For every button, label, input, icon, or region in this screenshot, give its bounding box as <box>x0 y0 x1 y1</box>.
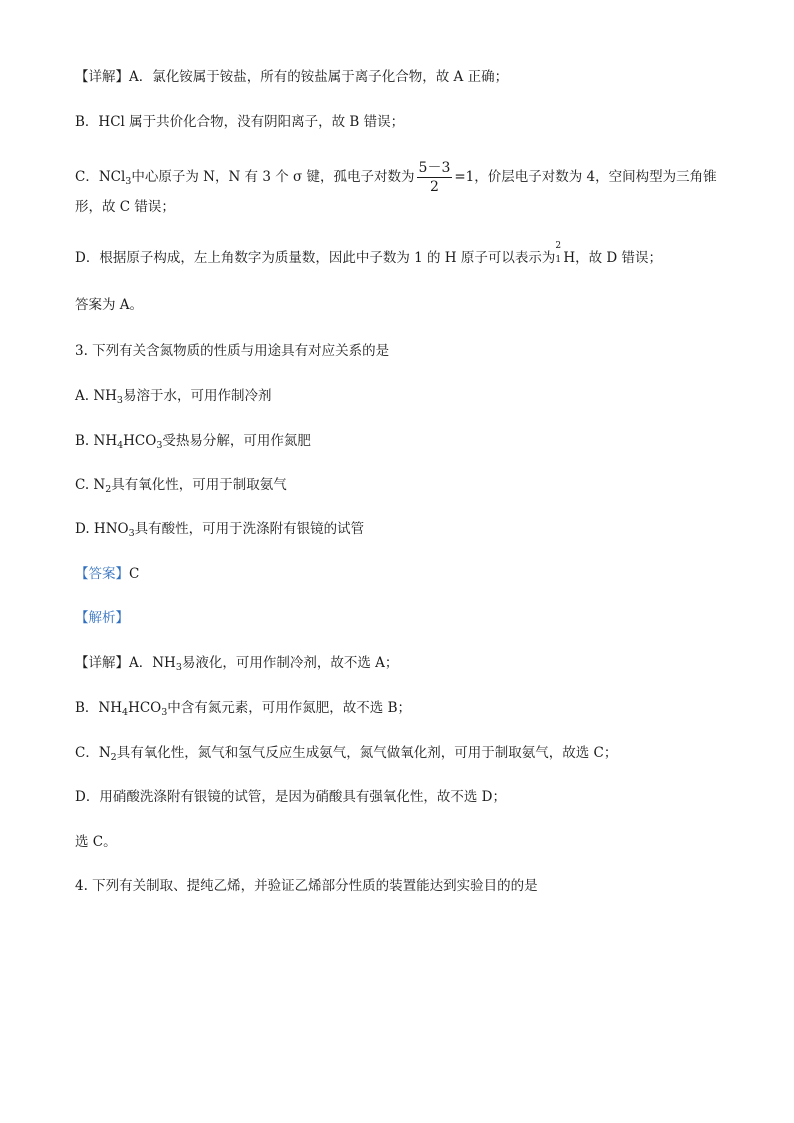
q2-answer: 答案为 A。 <box>75 297 144 313</box>
q2-explanation-b: B．HCl 属于共价化合物，没有阴阳离子，故 B 错误； <box>75 114 405 130</box>
q3-option-b: B. $NH_4HCO_3$受热易分解，可用作氮肥 <box>75 433 311 451</box>
q3-option-a: A. $NH_3$易溶于水，可用作制冷剂 <box>75 388 272 406</box>
q3-explanation-c: C．$N_2$具有氧化性，氮气和氢气反应生成氨气，氮气做氧化剂，可用于制取氨气，故选 C； <box>75 745 618 763</box>
q3-stem: 3. 下列有关含氮物质的性质与用途具有对应关系的是 <box>75 343 390 359</box>
q2-explanation-d: D．根据原子构成，左上角数字为质量数，因此中子数为 1 的 H 原子可以表示为 2 1 H，故 D 错误； <box>75 241 663 266</box>
q2-explanation-c-cont: 形，故 C 错误； <box>75 199 175 215</box>
detail-tag: 【详解】 <box>75 655 129 671</box>
q4-stem: 4. 下列有关制取、提纯乙烯，并验证乙烯部分性质的装置能达到实验目的的是 <box>75 878 538 894</box>
q2-explanation-c: C．NCl$_3$中心原子为 N，N 有 3 个 σ 键，孤电子对数为 $\frac{5-3}{2}$ =1，价层电子对数为 4，空间构型为三角锥 <box>75 160 717 195</box>
q2-explanation-a: 【详解】A．氯化铵属于铵盐，所有的铵盐属于离子化合物，故 A 正确； <box>75 69 509 85</box>
q3-conclusion: 选 C。 <box>75 834 117 850</box>
nuclide-notation: 2 1 H <box>555 241 576 266</box>
fraction: $\frac{5-3}{2}$ <box>418 160 451 195</box>
detail-tag: 【详解】 <box>75 69 129 85</box>
q3-explanation-b: B．$NH_4HCO_3$中含有氮元素，可用作氮肥，故不选 B； <box>75 700 411 718</box>
answer-tag: 【答案】 <box>75 566 129 582</box>
q3-explanation-a: 【详解】A．$NH_3$易液化，可用作制冷剂，故不选 A； <box>75 655 399 673</box>
q3-option-d: D. $HNO_3$具有酸性，可用于洗涤附有银镜的试管 <box>75 521 365 539</box>
q3-option-c: C. $N_2$具有氧化性，可用于制取氨气 <box>75 477 287 495</box>
q3-explanation-d: D．用硝酸洗涤附有银镜的试管，是因为硝酸具有强氧化性，故不选 D； <box>75 789 506 805</box>
answer-value: C <box>129 566 140 582</box>
q3-analysis-tag: 【解析】 <box>75 610 129 626</box>
q3-answer <box>75 564 754 584</box>
